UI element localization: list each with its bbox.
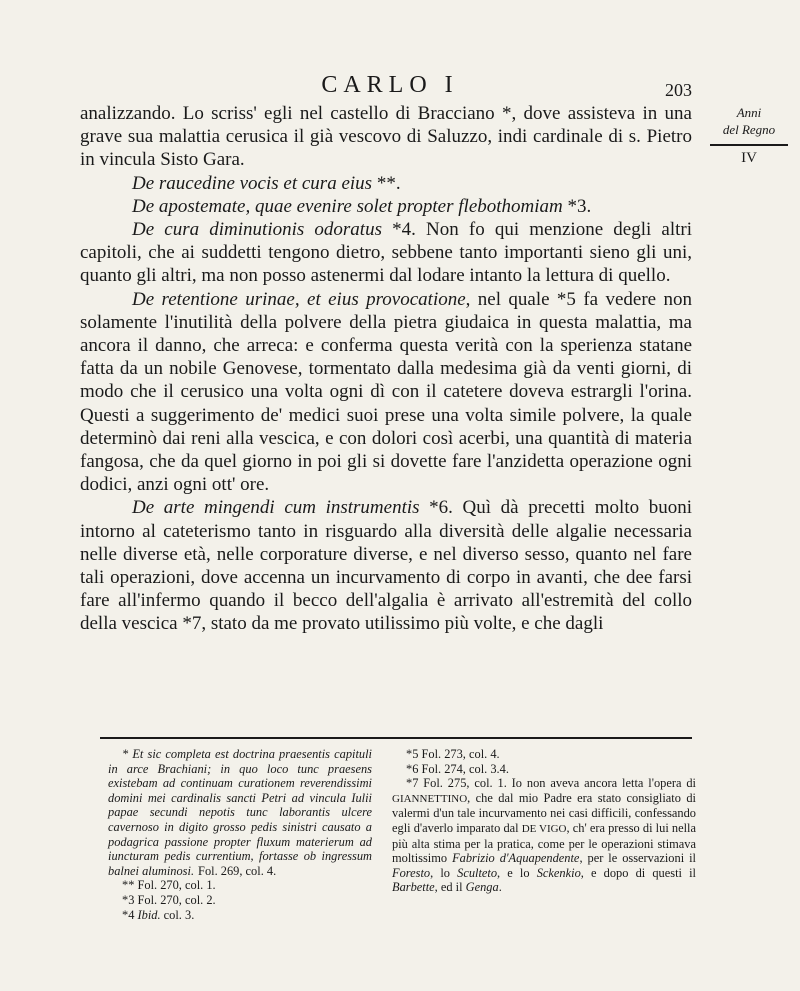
footnote-7-e: , ch' era presso di lui nella più alta stima per la pratica, come per le operazioni stimava moltissimo — [392, 820, 696, 866]
footnote-3: *3 Fol. 270, col. 2. — [122, 892, 216, 907]
footnote-7-sckenkio: Sckenkio — [536, 865, 581, 880]
paragraph-2 — [80, 172, 692, 195]
footnote-7-barbette: Barbette — [392, 880, 435, 895]
paragraph-3 — [80, 195, 692, 218]
footnote-7-m: , e dopo di questi il — [580, 865, 696, 880]
footnote-7-genga: Genga — [465, 880, 499, 895]
footnote-7-g: , per le osservazioni il — [579, 851, 696, 866]
footnote-7-q: . — [498, 880, 502, 895]
footnote-asterisk — [108, 747, 372, 878]
paragraph-5-title: De retentione urinae, et eius provocatione — [132, 288, 466, 310]
footnote-4 — [108, 908, 372, 923]
margin-note-numeral: IV — [741, 150, 757, 166]
paragraph-6 — [80, 496, 692, 635]
footnote-7-devigo: DE VIGO — [521, 822, 567, 835]
paragraph-4 — [80, 218, 692, 288]
paragraph-6-title: De arte mingendi cum instrumentis — [132, 497, 420, 519]
paragraph-5-text: , nel quale *5 fa vedere non solamente l'inutilità della polvere della pietra giudaica in questa malattia, ma ancora il danno, che arreca: e conferma questa verità con la sperienza statane fatta da un nobile Genovese, tormentato dalla medesima già da venti giorni, di modo che il cerusico una volta ogni dì con il catetere doveva estrargli l'orina. Questi a suggerimento de' medici suoi prese una volta simile polvere, la quale determinò dai reni alla vescica, e con dolori così acerbi, una quantità di materia fangosa, che da quel giorno in poi gli si dovette fare l'anzidetta operazione ogni dodici, anzi ogni ott' ore. — [80, 288, 692, 496]
footnote-asterisk-ref: Fol. 269, col. 4. — [198, 863, 277, 878]
footnote-7-foresto: Foresto — [392, 865, 431, 880]
body-text — [80, 102, 692, 636]
paragraph-3-mark: *3. — [562, 195, 592, 217]
margin-rule — [710, 144, 788, 146]
paragraph-6-text: *6. Quì dà precetti molto buoni intorno al cateterismo tanto in risguardo alla diversità delle algalie necessaria nelle diverse età, nelle corporature diverse, e nel diverso sesso, quanto nel fare tali operazioni, dove accenna un incurvamento di corpo in avanti, che dee farsi fare all'infermo quando il becco dell'algalia è arrivato all'estremità del collo della vescica *7, stato da me provato utilissimo più volte, e che dagli — [80, 497, 693, 635]
footnote-5: *5 Fol. 273, col. 4. — [406, 747, 500, 761]
footnotes — [108, 747, 696, 922]
footnote-7-c: , che dal mio Padre era stato consigliato di valermi d'un tale incurvamento nei casi difficili, confessando egli d'averlo imparato dal — [392, 790, 696, 835]
footnotes-left-column — [108, 747, 372, 922]
footnote-7-a: *7 Fol. 275, col. 1. Io non aveva ancora letta l'opera di — [406, 776, 696, 791]
paragraph-2-title: De raucedine vocis et cura eius — [132, 172, 373, 194]
paragraph-5 — [80, 288, 692, 497]
footnote-6: *6 Fol. 274, col. 3.4. — [406, 761, 509, 776]
footnote-7-giannettino: GIANNETTINO — [392, 792, 468, 805]
footnote-7-i: , lo — [430, 865, 458, 880]
paragraph-3-title: De apostemate, quae evenire solet propter flebothomiam — [132, 195, 563, 217]
paragraph-2-mark: **. — [372, 172, 401, 194]
footnotes-right-column — [392, 747, 696, 922]
footnote-asterisk-text: * Et sic completa est doctrina praesentis capituli in arce Brachiani; in quo loco tunc praesens existebam ad continuam curationem reverendissimi domini mei cardinalis sancti Petri ad vincula Iulii papae secundi nepotis tunc laborantis ulcere cavernoso in digito grosso pedis sinistri causato a podagrica passione propter fluxum materierum ad iuncturam pedis currentium, fortasse ob ingressum balnei aluminosi. — [108, 747, 372, 878]
margin-note — [700, 104, 798, 167]
margin-note-anni: Anni — [736, 105, 762, 120]
page-number: 203 — [665, 80, 692, 100]
margin-note-regno: del Regno — [722, 122, 776, 137]
footnote-4-rest: col. 3. — [160, 907, 195, 922]
footnote-7-o: , ed il — [434, 880, 466, 895]
footnote-2: ** Fol. 270, col. 1. — [122, 878, 216, 893]
footnote-4-mark: *4 — [122, 907, 135, 922]
paragraph-4-title: De cura diminutionis odoratus — [132, 219, 382, 241]
paragraph-4-text: *4. Non fo qui menzione degli altri capitoli, che ai suddetti tengono dietro, sebbene tanto importanti sieno gli uni, quanto gli altri, ma non posso astenermi dal lodare intanto la lettura di quello. — [80, 219, 692, 287]
footnote-7-k: , e lo — [497, 865, 537, 880]
footnote-7-fabrizio: Fabrizio d'Aquapendente — [452, 851, 580, 866]
footnote-7 — [392, 776, 696, 895]
running-title: CARLO I — [321, 72, 459, 98]
footnote-7-sculteto: Sculteto — [457, 865, 498, 880]
footnote-rule — [100, 737, 692, 739]
footnote-4-ibid: Ibid. — [137, 907, 161, 922]
paragraph-1: analizzando. Lo scriss' egli nel castello di Bracciano *, dove assisteva in una grave sua malattia cerusica il già vescovo di Saluzzo, indi cardinale di s. Pietro in vincula Sisto Gara. — [80, 103, 692, 171]
